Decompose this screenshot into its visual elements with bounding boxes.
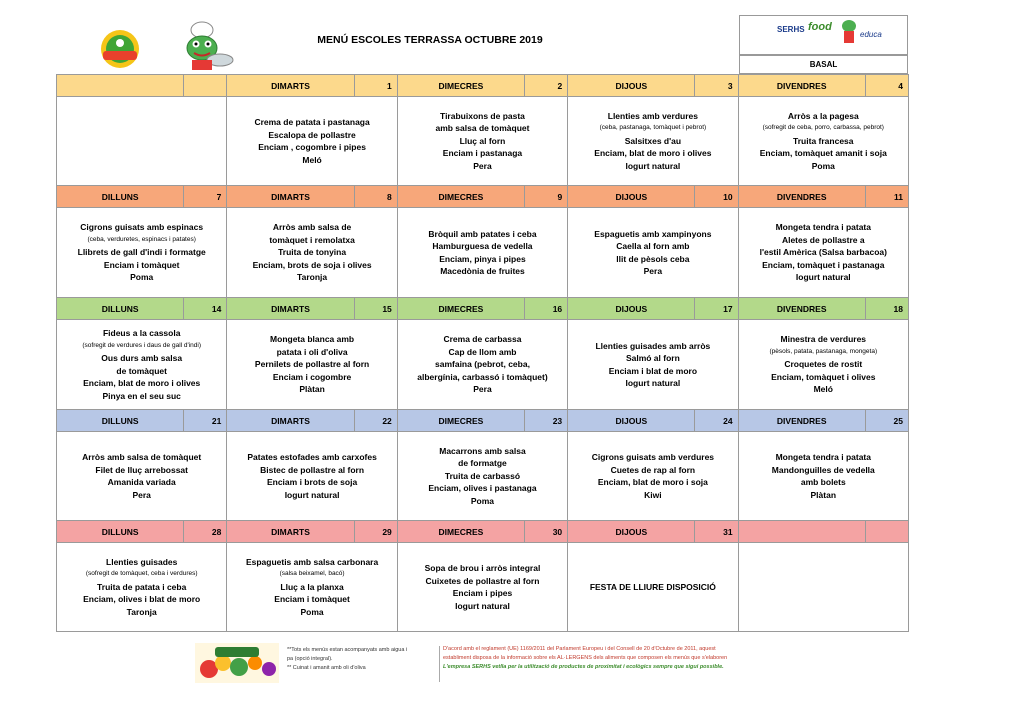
legal-line: establiment disposa de la informació sobre els AL·LERGENS dels aliments que composen els menús que s'elaboren	[443, 655, 728, 661]
menu-line: Enciam, tomàquet amanit i soja	[759, 148, 887, 159]
menu-line: Cap de llom amb	[448, 346, 517, 357]
day-menu-cell	[568, 320, 738, 410]
menu-line: Enciam, blat de moro i olives	[594, 148, 712, 159]
menu-line: Truita de tonyina	[278, 247, 347, 258]
day-number: 15	[354, 298, 397, 320]
menu-line: Enciam, pinya i pipes	[439, 253, 526, 264]
menu-line: Espaguetis amb salsa carbonara	[245, 556, 379, 567]
day-name: DIMECRES	[397, 75, 524, 97]
menu-line: Enciam, olives i blat de moro	[83, 594, 201, 605]
day-menu-cell	[227, 432, 397, 521]
day-menu-cell	[397, 97, 567, 186]
day-number: 28	[184, 521, 227, 543]
menu-line: Pernilets de pollastre al forn	[254, 359, 370, 370]
day-number: 24	[695, 410, 738, 432]
day-number: 18	[865, 298, 908, 320]
day-menu-cell	[397, 543, 567, 632]
day-menu-cell	[568, 208, 738, 298]
week-header-row	[57, 410, 909, 432]
day-menu-cell	[738, 97, 908, 186]
menu-line: samfaina (pebrot, ceba,	[435, 359, 530, 370]
menu-line: Amanida variada	[107, 477, 176, 487]
menu-line: albergínia, carbassó i tomàquet)	[417, 371, 548, 382]
menu-line: Iogurt natural	[284, 489, 340, 500]
day-name: DILLUNS	[57, 410, 184, 432]
week-menu-row	[57, 432, 909, 521]
menu-line: Cuetes de rap al forn	[610, 464, 696, 475]
day-name	[57, 75, 184, 97]
menu-line: (ceba, pastanaga, tomàquet i pebrot)	[599, 124, 707, 132]
day-menu-cell	[397, 320, 567, 410]
sustainability-note: L'empresa SERHS vetlla per la utilització de productes de proximitat i ecològics sempre que sigui possible.	[443, 664, 724, 670]
day-menu-cell	[568, 543, 738, 632]
day-menu-cell	[568, 97, 738, 186]
footer	[195, 643, 830, 683]
day-menu-cell	[227, 320, 397, 410]
week-menu-row	[57, 97, 909, 186]
menu-line: Espaguetis amb xampinyons	[594, 228, 712, 239]
menu-line: Enciam i brots de soja	[266, 477, 358, 487]
day-name: DIMARTS	[227, 186, 354, 208]
day-name: DIJOUS	[568, 186, 695, 208]
menu-line: Mongeta blanca amb	[270, 334, 355, 345]
menu-line: Truita de patata i ceba	[97, 581, 187, 592]
footer-divider	[439, 646, 440, 682]
menu-line: (salsa beixamel, bacó)	[279, 570, 345, 578]
menu-line: Fideus a la cassola	[102, 328, 181, 338]
day-menu-cell	[57, 432, 227, 521]
day-name: DILLUNS	[57, 298, 184, 320]
menu-line: Ous durs amb salsa	[101, 353, 183, 363]
week-menu-row	[57, 543, 909, 632]
day-name: DIMECRES	[397, 410, 524, 432]
menu-line: Plàtan	[810, 489, 837, 500]
menu-line: Lluç al forn	[459, 135, 506, 146]
healthy-food-banner-icon	[195, 643, 279, 683]
menu-line: Truita francesa	[793, 135, 854, 146]
menu-line: amb bolets	[800, 477, 846, 487]
day-number: 3	[695, 75, 738, 97]
day-name	[738, 521, 865, 543]
menu-line: Enciam, tomàquet i olives	[771, 371, 876, 382]
menu-line: FESTA DE LLIURE DISPOSICIÓ	[589, 581, 716, 592]
menu-line: Macarrons amb salsa	[439, 445, 526, 456]
menu-line: Escalopa de pollastre	[268, 129, 356, 140]
day-number: 30	[525, 521, 568, 543]
day-number: 16	[525, 298, 568, 320]
day-menu-cell	[57, 208, 227, 298]
day-menu-cell	[57, 97, 227, 186]
menu-line: Cuixetes de pollastre al forn	[425, 575, 540, 586]
menu-line: (sofregit de verdures i daus de gall d'indi)	[82, 341, 202, 349]
day-number: 31	[695, 521, 738, 543]
menu-line: Iogurt natural	[625, 160, 681, 171]
week-header-row	[57, 298, 909, 320]
day-number: 17	[695, 298, 738, 320]
menu-line: Pera	[132, 489, 151, 500]
menu-line: (sofregit de ceba, porro, carbassa, pebrot)	[762, 124, 884, 132]
day-number: 25	[865, 410, 908, 432]
menu-line: Llenties guisades	[106, 556, 178, 567]
menu-line: Enciam i tomàquet	[274, 594, 350, 605]
day-name: DIJOUS	[568, 410, 695, 432]
day-number: 1	[354, 75, 397, 97]
day-number: 7	[184, 186, 227, 208]
day-menu-cell	[738, 320, 908, 410]
legal-line: D'acord amb el reglament (UE) 1169/2011 del Parlament Europeu i del Consell de 20 d'Octubre de 2011, aquest	[443, 646, 716, 652]
menu-line: patata i oli d'oliva	[276, 346, 348, 357]
menu-line: Truita de carbassó	[444, 470, 521, 481]
day-name: DIMARTS	[227, 75, 354, 97]
allergen-legal-note	[443, 645, 833, 672]
menu-line: Enciam, olives i pastanaga	[428, 483, 537, 494]
week-menu-row	[57, 208, 909, 298]
day-name: DIVENDRES	[738, 410, 865, 432]
day-name: DILLUNS	[57, 521, 184, 543]
menu-line: (ceba, verduretes, espinacs i patates)	[87, 235, 196, 243]
menu-line: Caella al forn amb	[616, 241, 690, 251]
week-menu-row	[57, 320, 909, 410]
day-name: DIVENDRES	[738, 186, 865, 208]
menu-line: de formatge	[458, 458, 507, 469]
day-number: 22	[354, 410, 397, 432]
day-menu-cell	[57, 543, 227, 632]
day-number: 11	[865, 186, 908, 208]
day-menu-cell	[738, 432, 908, 521]
day-menu-cell	[397, 208, 567, 298]
educa-label: educa	[860, 30, 882, 39]
menu-line: Enciam , cogombre i pipes	[258, 142, 366, 152]
day-name: DIJOUS	[568, 298, 695, 320]
menu-line: (sofregit de tomàquet, ceba i verdures)	[85, 570, 198, 578]
menu-line: Minestra de verdures	[780, 334, 867, 345]
day-name: DIJOUS	[568, 75, 695, 97]
menu-line: Enciam i cogombre	[272, 371, 352, 382]
menu-line: (pèsols, patata, pastanaga, mongeta)	[769, 347, 878, 355]
diet-type-label: BASAL	[739, 55, 908, 74]
menu-line: Lluç a la planxa	[280, 581, 344, 592]
menu-line: Enciam i blat de moro	[608, 365, 698, 376]
menu-line: Mandonguilles de vedella	[771, 464, 875, 475]
day-name: DIMARTS	[227, 298, 354, 320]
menu-line: Cigrons guisats amb verdures	[591, 452, 715, 462]
menu-line: Mongeta tendra i patata	[775, 222, 871, 233]
day-number	[184, 75, 227, 97]
menu-line: Llenties guisades amb arròs	[595, 340, 711, 351]
week-header-row	[57, 75, 909, 97]
menu-line: de tomàquet	[116, 365, 167, 376]
menu-line: Enciam i pipes	[452, 588, 513, 598]
note-line: pa (opció integral).	[287, 656, 333, 662]
week-header-row	[57, 521, 909, 543]
day-name: DIMARTS	[227, 521, 354, 543]
day-name: DIMECRES	[397, 298, 524, 320]
menu-line: Poma	[130, 272, 154, 283]
serhs-label: SERHS	[777, 25, 805, 34]
menu-line: Iogurt natural	[625, 378, 681, 388]
menu-line: Iogurt natural	[795, 272, 851, 283]
menu-line: Sopa de brou i arròs integral	[424, 563, 541, 573]
menu-line: Aletes de pollastre a	[781, 234, 865, 245]
menu-line: Pinya en el seu suc	[102, 390, 181, 401]
menu-line: Pera	[643, 266, 663, 276]
menu-line: Enciam, blat de moro i olives	[83, 378, 201, 388]
menu-line: Arròs amb salsa de	[272, 222, 352, 233]
menu-line: Bròquil amb patates i ceba	[428, 228, 537, 239]
menu-line: Macedònia de fruites	[440, 266, 525, 276]
day-menu-cell	[227, 208, 397, 298]
menu-line: Crema de carbassa	[443, 334, 522, 345]
day-name: DIVENDRES	[738, 75, 865, 97]
menu-line: Mongeta tendra i patata	[775, 452, 871, 462]
menu-line: Enciam, tomàquet i pastanaga	[762, 259, 885, 270]
menu-line: Salmó al forn	[625, 353, 680, 363]
day-number: 2	[525, 75, 568, 97]
day-number	[865, 521, 908, 543]
day-number: 10	[695, 186, 738, 208]
menu-line: Llenties amb verdures	[607, 110, 698, 121]
day-menu-cell	[227, 543, 397, 632]
menu-line: amb salsa de tomàquet	[435, 123, 530, 134]
menu-line: l'estil Amèrica (Salsa barbacoa)	[759, 247, 887, 258]
day-number: 29	[354, 521, 397, 543]
menu-line: Pera	[473, 160, 492, 171]
menu-line: Croquetes de rostit	[784, 359, 863, 370]
day-number: 8	[354, 186, 397, 208]
school-meal-logo	[95, 28, 145, 70]
day-number: 14	[184, 298, 227, 320]
menu-line: Meló	[813, 384, 833, 395]
day-name: DIMECRES	[397, 186, 524, 208]
menu-line: Taronja	[126, 606, 157, 617]
menu-line: Enciam, blat de moro i soja	[597, 477, 708, 487]
menu-line: Plàtan	[299, 384, 325, 395]
day-number: 4	[865, 75, 908, 97]
chef-frog-mascot-icon	[178, 20, 236, 72]
menu-line: Poma	[811, 160, 835, 171]
menu-line: Pera	[473, 384, 492, 395]
day-menu-cell	[57, 320, 227, 410]
day-menu-cell	[397, 432, 567, 521]
menu-line: Filet de lluç arrebossat	[95, 464, 188, 475]
menu-title: MENÚ ESCOLES TERRASSA OCTUBRE 2019	[317, 34, 543, 46]
menu-line: Enciam i pastanaga	[442, 148, 523, 159]
note-line: **Tots els menús estan acompanyats amb aigua i	[287, 647, 408, 653]
note-line: ** Cuinat i amanit amb oli d'oliva	[287, 665, 366, 671]
menu-line: Cigrons guisats amb espinacs	[80, 222, 204, 233]
week-header-row	[57, 186, 909, 208]
menu-line: Hamburguesa de vedella	[432, 241, 533, 251]
menu-line: Meló	[302, 154, 322, 165]
menu-line: Llibrets de gall d'indi i formatge	[77, 247, 206, 258]
menu-grid	[56, 74, 909, 632]
footer-notes	[287, 646, 437, 673]
menu-line: Arròs amb salsa de tomàquet	[82, 452, 202, 462]
day-name: DIVENDRES	[738, 298, 865, 320]
menu-line: Poma	[300, 606, 324, 617]
day-number: 9	[525, 186, 568, 208]
day-menu-cell	[227, 97, 397, 186]
food-label: food	[808, 21, 832, 33]
menu-line: Crema de patata i pastanaga	[254, 117, 370, 127]
menu-line: llit de pèsols ceba	[616, 253, 690, 264]
day-name: DIJOUS	[568, 521, 695, 543]
day-name: DILLUNS	[57, 186, 184, 208]
menu-line: Tirabuixons de pasta	[440, 110, 525, 121]
day-menu-cell	[568, 432, 738, 521]
menu-line: Enciam i tomàquet	[103, 259, 180, 270]
serhs-food-educa-logo	[739, 15, 908, 55]
menu-line: Poma	[470, 495, 495, 506]
menu-line: Kiwi	[644, 489, 662, 500]
menu-line: Patates estofades amb carxofes	[247, 452, 377, 462]
menu-line: Arròs a la pagesa	[787, 110, 859, 121]
menu-line: Bistec de pollastre al forn	[260, 464, 365, 475]
day-number: 23	[525, 410, 568, 432]
day-number: 21	[184, 410, 227, 432]
menu-line: Iogurt natural	[455, 600, 510, 611]
day-menu-cell	[738, 208, 908, 298]
day-menu-cell	[738, 543, 908, 632]
day-name: DIMARTS	[227, 410, 354, 432]
day-name: DIMECRES	[397, 521, 524, 543]
menu-line: Taronja	[297, 272, 328, 283]
frog-icon	[840, 18, 858, 46]
menu-line: tomàquet i remolatxa	[269, 234, 355, 245]
menu-line: Salsitxes d'au	[624, 135, 682, 146]
menu-line: Enciam, brots de soja i olives	[252, 259, 372, 270]
